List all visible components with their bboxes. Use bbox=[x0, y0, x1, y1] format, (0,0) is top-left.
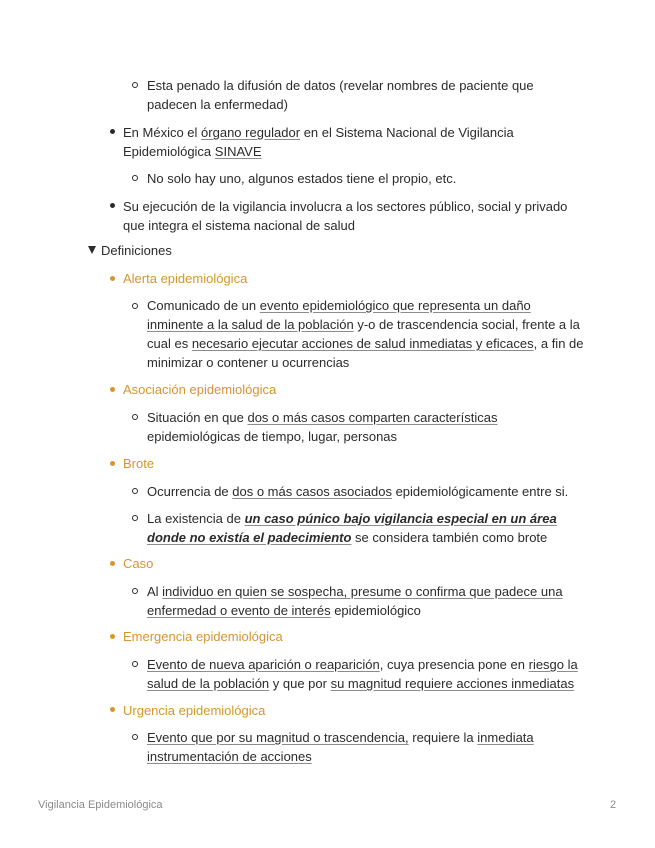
text-line: No solo hay uno, algunos estados tiene el propio, etc. bbox=[147, 171, 457, 186]
underlined-text: Evento de nueva aparición o reaparición bbox=[147, 657, 380, 672]
text-line: La existencia de un caso púnico bajo vigilancia especial en un área bbox=[147, 511, 557, 526]
bullet-icon bbox=[110, 707, 115, 712]
text-line bbox=[147, 747, 312, 766]
text-line: cual es necesario ejecutar acciones de salud inmediatas y eficaces, a fin de bbox=[147, 336, 584, 351]
bullet-icon bbox=[110, 561, 115, 566]
term-asociacion: Asociación epidemiológica bbox=[123, 382, 277, 397]
term-brote: Brote bbox=[123, 456, 155, 471]
underlined-text: inminente a la salud de la población bbox=[147, 317, 354, 332]
text-line: Comunicado de un evento epidemiológico que representa un daño bbox=[147, 298, 531, 313]
underlined-text: órgano regulador bbox=[201, 125, 301, 140]
text-line: Esta penado la difusión de datos (revelar nombres de paciente que bbox=[147, 78, 534, 93]
bullet-icon bbox=[110, 634, 115, 639]
text-line: Evento que por su magnitud o trascendencia, requiere la inmediata bbox=[147, 730, 534, 745]
underlined-text: Evento que por su magnitud o trascendencia, bbox=[147, 730, 409, 745]
bullet-icon bbox=[110, 129, 115, 134]
text-line: Situación en que dos o más casos comparten características bbox=[147, 410, 498, 425]
sub-bullet-icon bbox=[132, 515, 138, 521]
text-line: Epidemiológica SINAVE bbox=[123, 144, 262, 159]
text-line: Al individuo en quien se sospecha, presume o confirma que padece una bbox=[147, 584, 563, 599]
sub-bullet-icon bbox=[132, 588, 138, 594]
text-line: En México el órgano regulador en el Sistema Nacional de Vigilancia bbox=[123, 125, 514, 140]
text-line: Ocurrencia de dos o más casos asociados epidemiológicamente entre si. bbox=[147, 484, 569, 499]
bullet-icon bbox=[110, 461, 115, 466]
definitions-toggle[interactable]: Definiciones bbox=[101, 243, 172, 258]
underlined-text: necesario ejecutar acciones de salud inmediatas y eficaces bbox=[191, 336, 534, 351]
page-number: 2 bbox=[610, 799, 617, 811]
underlined-text: un caso púnico bajo vigilancia especial en un área bbox=[244, 511, 557, 526]
underlined-text: su magnitud requiere acciones inmediatas bbox=[330, 676, 575, 691]
bullet-icon bbox=[110, 203, 115, 208]
toggle-triangle-icon[interactable] bbox=[88, 246, 96, 254]
sub-bullet-icon bbox=[132, 734, 138, 740]
text-line: salud de la población y que por su magnitud requiere acciones inmediatas bbox=[147, 676, 575, 691]
underlined-text: dos o más casos comparten características bbox=[247, 410, 498, 425]
underlined-text: individuo en quien se sospecha, presume o confirma que padece una bbox=[162, 584, 563, 599]
underlined-text: enfermedad o evento de interés bbox=[147, 603, 331, 618]
text-line: que integra el sistema nacional de salud bbox=[123, 218, 355, 233]
bullet-icon bbox=[110, 387, 115, 392]
underlined-text: salud de la población bbox=[147, 676, 270, 691]
underlined-text: riesgo la bbox=[528, 657, 578, 672]
text-line: inminente a la salud de la población y-o de trascendencia social, frente a la bbox=[147, 317, 580, 332]
underlined-text: donde no existía el padecimiento bbox=[147, 530, 352, 545]
term-emergencia: Emergencia epidemiológica bbox=[123, 629, 283, 644]
underlined-text: inmediata bbox=[477, 730, 534, 745]
sub-bullet-icon bbox=[132, 175, 138, 181]
term-caso: Caso bbox=[123, 556, 154, 571]
footer-title: Vigilancia Epidemiológica bbox=[38, 799, 163, 811]
sub-bullet-icon bbox=[132, 661, 138, 667]
term-alerta: Alerta epidemiológica bbox=[123, 271, 248, 286]
sub-bullet-icon bbox=[132, 488, 138, 494]
underlined-text: dos o más casos asociados bbox=[232, 484, 392, 499]
sub-bullet-icon bbox=[132, 82, 138, 88]
underlined-text: evento epidemiológico que representa un daño bbox=[259, 298, 531, 313]
bullet-icon bbox=[110, 276, 115, 281]
text-line: donde no existía el padecimiento se considera también como brote bbox=[147, 530, 548, 545]
text-line: Evento de nueva aparición o reaparición, cuya presencia pone en riesgo la bbox=[147, 657, 578, 672]
term-urgencia: Urgencia epidemiológica bbox=[123, 703, 266, 718]
underlined-text: instrumentación de acciones bbox=[147, 749, 312, 764]
text-line: enfermedad o evento de interés epidemiológico bbox=[147, 603, 421, 618]
text-line: Su ejecución de la vigilancia involucra a los sectores público, social y privado bbox=[123, 199, 568, 214]
underlined-text: SINAVE bbox=[214, 144, 262, 159]
sub-bullet-icon bbox=[132, 414, 138, 420]
text-line: epidemiológicas de tiempo, lugar, personas bbox=[147, 429, 398, 444]
text-line: minimizar o contener u ocurrencias bbox=[147, 355, 350, 370]
text-line: padecen la enfermedad) bbox=[147, 97, 288, 112]
sub-bullet-icon bbox=[132, 303, 138, 309]
